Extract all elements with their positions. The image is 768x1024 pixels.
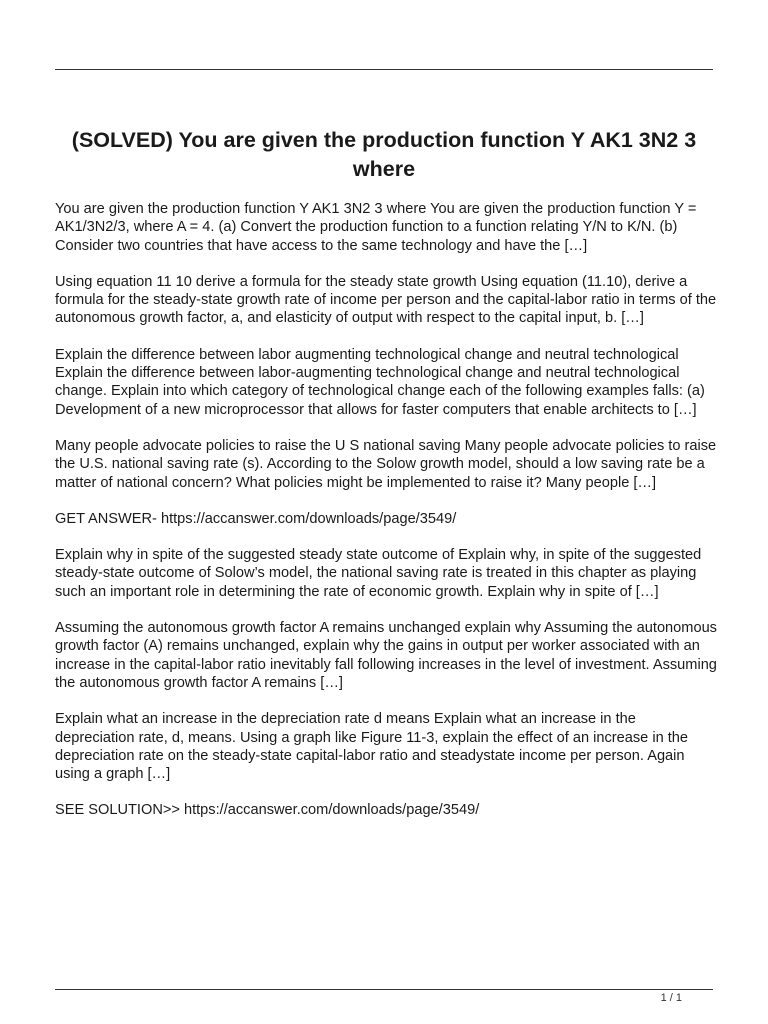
paragraph-depreciation-rate: Explain what an increase in the depreciation rate d means Explain what an increase in the depreciation rate, d, means. Using a graph like Figure 11-3, explain the effect of an increase in the depreciation rate on the steady-state capital-labor ratio and steadystate income per person. Again using a graph […] xyxy=(55,711,689,783)
page-title: (SOLVED) You are given the production function Y AK1 3N2 3 where xyxy=(71,128,697,181)
get-answer-link[interactable]: GET ANSWER- https://accanswer.com/downloads/page/3549/ xyxy=(55,510,457,527)
see-solution-link[interactable]: SEE SOLUTION>> https://accanswer.com/downloads/page/3549/ xyxy=(55,802,480,819)
page-number: 1 / 1 xyxy=(660,992,682,1004)
paragraph-steady-state-growth: Using equation 11 10 derive a formula for the steady state growth Using equation (11.10), derive a formula for the steady-state growth rate of income per person and the capital-labor ratio in terms of the autonomous growth factor, a, and elasticity of output with respect to the capital input, b. […] xyxy=(55,273,717,327)
paragraph-technological-change: Explain the difference between labor augmenting technological change and neutral technological Explain the difference between labor-augmenting technological change and neutral technological change. Explain into which category of technological change each of the following examples falls: (a) Development of a new microprocessor that allows for faster computers that enable architects to […] xyxy=(55,346,705,418)
footer-divider xyxy=(55,989,713,990)
paragraph-production-function: You are given the production function Y AK1 3N2 3 where You are given the production function Y = AK1/3N2/3, where A = 4. (a) Convert the production function to a function relating Y/N to K/N. (b) Consider two countries that have access to the same technology and have the […] xyxy=(55,201,697,254)
document-body xyxy=(55,200,717,838)
paragraph-national-saving: Many people advocate policies to raise the U S national saving Many people advocate policies to raise the U.S. national saving rate (s). According to the Solow growth model, should a low saving rate be a matter of national concern? What policies might be implemented to raise it? Many people […] xyxy=(55,437,717,491)
header-divider xyxy=(55,69,713,70)
paragraph-autonomous-growth: Assuming the autonomous growth factor A remains unchanged explain why Assuming the autonomous growth factor (A) remains unchanged, explain why the gains in output per worker associated with an increase in the capital-labor ratio inevitably fall following increases in the level of investment. Assuming the autonomous growth factor A remains […] xyxy=(55,620,717,691)
paragraph-solow-model: Explain why in spite of the suggested steady state outcome of Explain why, in spite of the suggested steady-state outcome of Solow’s model, the national saving rate is treated in this chapter as playing such an important role in determining the rate of economic growth. Explain why in spite of […] xyxy=(55,547,702,600)
